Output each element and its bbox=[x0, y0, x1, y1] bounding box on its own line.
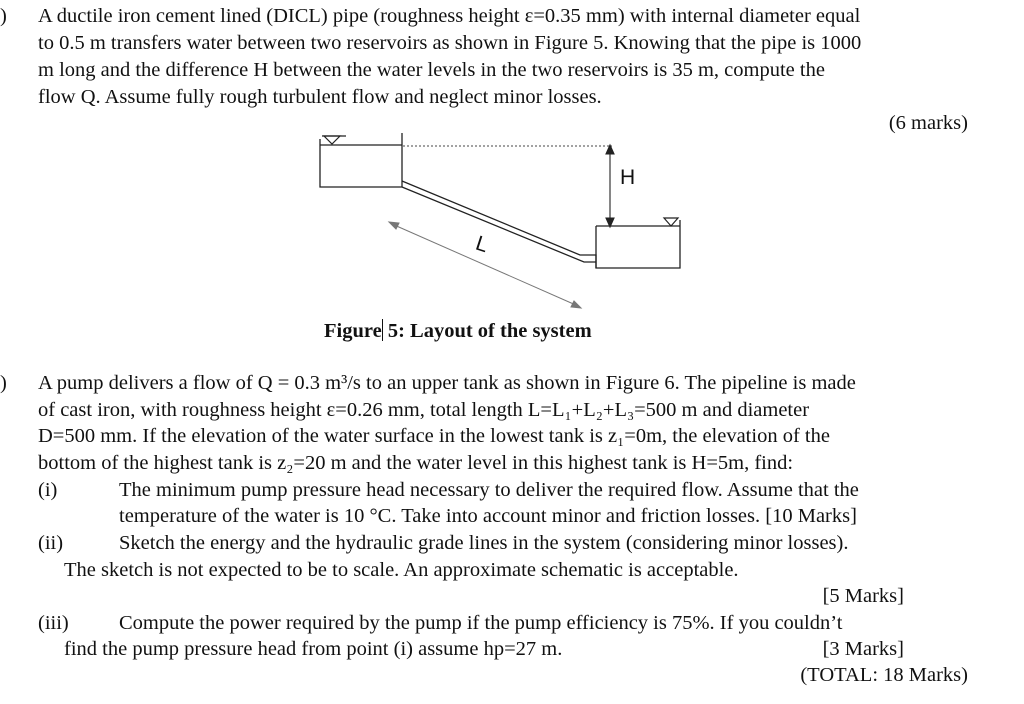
figure-5-caption-prefix: Figure bbox=[324, 320, 382, 342]
q1-marks: (6 marks) bbox=[888, 112, 968, 134]
sloped-pipe bbox=[402, 181, 596, 268]
lower-reservoir bbox=[596, 220, 680, 268]
q1-line-2: to 0.5 m transfers water between two reservoirs as shown in Figure 5. Knowing that the pipe is 1000 bbox=[38, 32, 862, 54]
q1-marker: ) bbox=[0, 5, 7, 27]
q1-line-3: m long and the difference H between the water levels in the two reservoirs is 35 m, compute the bbox=[38, 59, 825, 81]
q2-part-ii-marks: [5 Marks] bbox=[822, 585, 904, 607]
q2-part-iii-line-1: Compute the power required by the pump if the pump efficiency is 75%. If you couldn’t bbox=[119, 612, 843, 634]
q2-part-i-number: (i) bbox=[38, 479, 58, 501]
upper-reservoir bbox=[320, 133, 402, 187]
q2-part-iii-line-2: find the pump pressure head from point (i) assume hp=27 m. bbox=[64, 638, 563, 660]
q2-part-ii-line-2: The sketch is not expected to be to scale. An approximate schematic is acceptable. bbox=[64, 559, 739, 581]
q2-intro-line-3: D=500 mm. If the elevation of the water surface in the lowest tank is z₁=0m, the elevation of the bbox=[38, 425, 830, 447]
figure-5-caption-rest: 5: Layout of the system bbox=[382, 320, 592, 342]
q1-line-1: A ductile iron cement lined (DICL) pipe (roughness height ε=0.35 mm) with internal diameter equal bbox=[38, 5, 861, 27]
q2-part-ii-number: (ii) bbox=[38, 532, 64, 554]
q2-part-iii-marks: [3 Marks] bbox=[822, 638, 904, 660]
q2-part-i-line-2: temperature of the water is 10 °C. Take into account minor and friction losses. [10 Marks] bbox=[119, 505, 857, 527]
q1-line-4: flow Q. Assume fully rough turbulent flow and neglect minor losses. bbox=[38, 86, 602, 108]
q2-part-ii-line-1: Sketch the energy and the hydraulic grade lines in the system (considering minor losses). bbox=[119, 532, 849, 554]
q2-intro-line-2: of cast iron, with roughness height ε=0.26 mm, total length L=L₁+L₂+L₃=500 m and diameter bbox=[38, 399, 810, 421]
q2-total-marks: (TOTAL: 18 Marks) bbox=[800, 664, 968, 686]
q2-intro-line-1: A pump delivers a flow of Q = 0.3 m³/s to an upper tank as shown in Figure 6. The pipeline is made bbox=[38, 372, 856, 394]
q2-part-iii-number: (iii) bbox=[38, 612, 69, 634]
q2-marker: ) bbox=[0, 372, 7, 394]
q2-part-i-line-1: The minimum pump pressure head necessary to deliver the required flow. Assume that the bbox=[119, 479, 859, 501]
figure-5-label-h: H bbox=[620, 166, 636, 189]
figure-5-caption bbox=[324, 318, 592, 344]
figure-5-diagram bbox=[0, 0, 1024, 320]
h-dimension-arrow bbox=[606, 145, 614, 227]
q2-intro-line-4: bottom of the highest tank is z₂=20 m and the water level in this highest tank is H=5m, find: bbox=[38, 452, 794, 474]
lower-water-level-icon bbox=[664, 218, 678, 226]
upper-water-level-icon bbox=[324, 136, 340, 144]
figure-5-label-l: L bbox=[472, 231, 492, 258]
